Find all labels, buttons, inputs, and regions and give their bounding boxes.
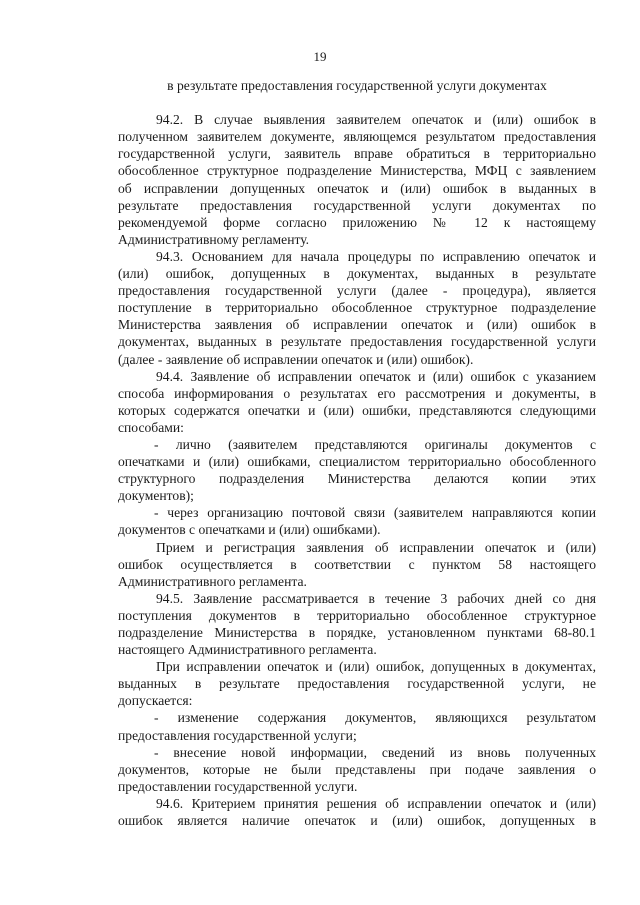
- text-line: 94.6. Критерием принятия решения об исправлении опечаток и (или): [156, 795, 596, 811]
- text-line: выданных в результате предоставления государственной услуги, не: [118, 676, 596, 692]
- text-line: предоставления государственной услуги;: [118, 727, 357, 743]
- text-line: Министерства заявления об исправлении опечаток и (или) ошибок в: [118, 317, 596, 333]
- text-line: способа информирования о результатах его рассмотрения и документы, в: [118, 385, 596, 401]
- text-line: документов, которые не были представлены при подаче заявления о: [118, 761, 596, 777]
- text-line: - лично (заявителем представляются оригиналы документов с: [154, 436, 596, 452]
- text-line: При исправлении опечаток и (или) ошибок, допущенных в документах,: [156, 659, 596, 675]
- document-body: [118, 77, 596, 829]
- text-line: рекомендуемой форме согласно приложению № 12 к настоящему: [118, 214, 596, 230]
- text-line: способами:: [118, 419, 184, 435]
- text-line: подразделение Министерства в порядке, установленном пунктами 68-80.1: [118, 625, 596, 640]
- text-line: (или) ошибок, допущенных в документах, выданных в результате: [118, 266, 596, 282]
- text-line: опечатками и (или) ошибками, специалистом территориально обособленного: [118, 454, 596, 470]
- text-line: 94.4. Заявление об исправлении опечаток и (или) ошибок с указанием: [156, 368, 596, 384]
- text-line: поступления документов в территориально обособленное структурное: [118, 607, 596, 623]
- text-line: предоставления государственной услуги (далее - процедура), является: [118, 283, 596, 299]
- text-line: ошибок осуществляется в соответствии с пунктом 58 настоящего: [118, 556, 596, 572]
- text-line: документов);: [118, 488, 194, 504]
- text-line: Административного регламента.: [118, 573, 307, 589]
- text-line: 94.5. Заявление рассматривается в течение 3 рабочих дней со дня: [156, 590, 596, 606]
- text-line: 94.3. Основанием для начала процедуры по исправлению опечаток и: [156, 248, 596, 264]
- text-line: настоящего Административного регламента.: [118, 642, 377, 658]
- text-line: документах, выданных в результате предоставления государственной услуги: [118, 334, 596, 350]
- text-line: об исправлении допущенных опечаток и (или) ошибок в выданных в: [118, 180, 596, 196]
- text-line: 94.2. В случае выявления заявителем опечаток и (или) ошибок в: [156, 112, 596, 128]
- text-line: в результате предоставления государственной услуги документах: [167, 78, 547, 93]
- text-line: которых содержатся опечатки и (или) ошибки, представляются следующими: [118, 402, 596, 418]
- text-line: - через организацию почтовой связи (заявителем направляются копии: [154, 505, 596, 521]
- text-line: ошибок является наличие опечаток и (или) ошибок, допущенных в: [118, 813, 596, 829]
- text-line: поступление в территориально обособленное структурное подразделение: [118, 300, 596, 316]
- text-line: полученном заявителем документе, являющемся результатом предоставления: [118, 129, 596, 145]
- text-line: документов с опечатками и (или) ошибками).: [118, 522, 381, 538]
- text-line: Административному регламенту.: [118, 231, 310, 247]
- text-line: допускается:: [118, 693, 193, 709]
- text-line: результате предоставления государственной услуги документах по: [118, 197, 596, 213]
- text-line: (далее - заявление об исправлении опечаток и (или) ошибок).: [118, 351, 474, 367]
- text-line: государственной услуги, заявитель вправе обратиться в территориально: [118, 146, 596, 162]
- text-line: обособленное структурное подразделение Министерства, МФЦ с заявлением: [118, 163, 596, 179]
- page-number: 19: [313, 49, 327, 64]
- text-line: структурного подразделения Министерства делаются копии этих: [118, 471, 596, 487]
- text-line: - изменение содержания документов, являющихся результатом: [154, 710, 596, 726]
- text-line: - внесение новой информации, сведений из вновь полученных: [154, 744, 596, 760]
- text-line: [118, 94, 596, 111]
- text-line: предоставлении государственной услуги.: [118, 778, 358, 794]
- text-line: Прием и регистрация заявления об исправлении опечаток и (или): [156, 539, 596, 555]
